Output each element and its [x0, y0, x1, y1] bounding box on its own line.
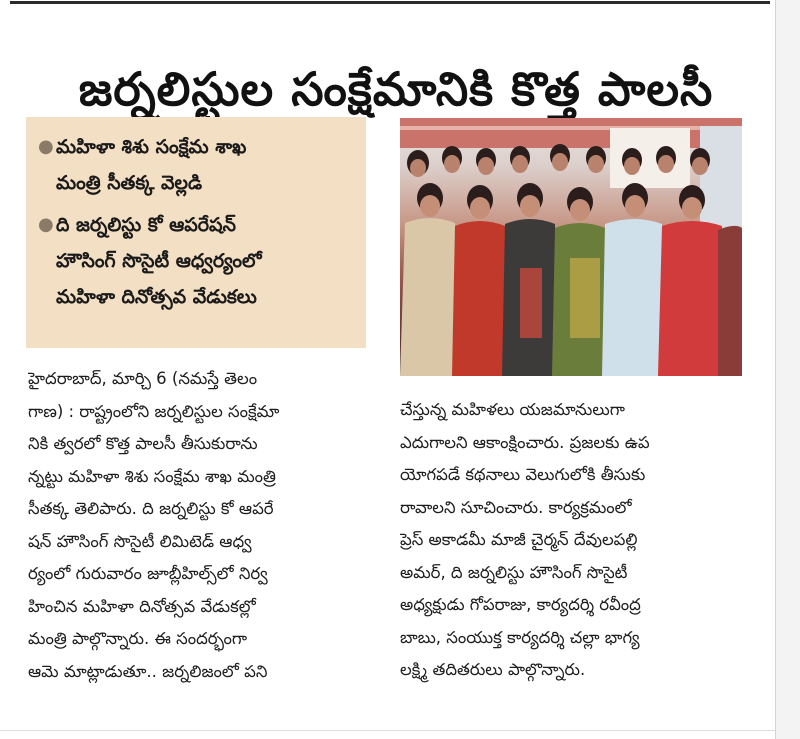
highlight-item: [38, 207, 354, 315]
page-edge: [775, 0, 800, 739]
body-line: గాణ) : రాష్ట్రంలోని జర్నలిస్టుల సంక్షేమా: [28, 401, 280, 421]
bullet-icon: ●: [38, 214, 54, 235]
group-photo: [400, 118, 742, 376]
body-line: సీతక్క తెలిపారు. ది జర్నలిస్టు కో ఆపరే: [28, 499, 274, 518]
headline: జర్నలిస్టుల సంక్షేమానికి కొత్త పాలసీ: [78, 61, 714, 116]
group-photo-illustration: [400, 118, 742, 376]
highlight-text: [56, 207, 262, 315]
body-line: రావాలని సూచించారు. కార్యక్రమంలో: [400, 497, 632, 517]
highlight-line: మహిళా శిశు సంక్షేమ శాఖ: [56, 136, 247, 158]
body-line: ఆమె మాట్లాడుతూ.. జర్నలిజంలో పని: [28, 661, 268, 681]
body-line: నికి త్వరలో కొత్త పాలసీ తీసుకురాను: [28, 434, 258, 453]
highlight-line: మంత్రి సీతక్క వెల్లడి: [56, 172, 203, 194]
bullet-icon: ●: [38, 136, 54, 157]
body-line: ర్యంలో గురువారం జూబ్లీహిల్స్‌లో నిర్వ: [28, 564, 268, 583]
body-line: హైదరాబాద్, మార్చి 6 (నమస్తే తెలం: [28, 369, 258, 388]
body-right-column: [400, 394, 745, 687]
highlight-line: హౌసింగ్ సొసైటీ ఆధ్వర్యంలో: [56, 250, 262, 272]
body-line: ప్రెస్ అకాడమీ మాజీ చైర్మన్ దేవులపల్లి: [400, 530, 638, 549]
body-line: చేస్తున్న మహిళలు యజమానులుగా: [400, 400, 625, 419]
body-line: న్నట్టు మహిళా శిశు సంక్షేమ శాఖ మంత్రి: [28, 466, 276, 486]
body-line: ఎదుగాలని ఆకాంక్షించారు. ప్రజలకు ఉప: [400, 432, 650, 452]
body-line: షన్ హౌసింగ్ సొసైటీ లిమిటెడ్ ఆధ్వ: [28, 531, 252, 551]
body-line: హించిన మహిళా దినోత్సవ వేడుకల్లో: [28, 596, 256, 616]
highlights-box: [26, 117, 366, 348]
body-line: అమర్, ది జర్నలిస్టు హౌసింగ్ సొసైటీ: [400, 562, 628, 582]
highlight-line: మహిళా దినోత్సవ వేడుకలు: [56, 286, 257, 308]
highlight-line: ది జర్నలిస్టు కో ఆపరేషన్: [56, 214, 236, 236]
body-line: యోగపడే కథనాలు వెలుగులోకి తీసుకు: [400, 465, 646, 484]
top-rule: [10, 1, 770, 4]
body-left-column: [28, 363, 368, 688]
highlight-text: [56, 129, 246, 201]
body-line: అధ్యక్షుడు గోపరాజు, కార్యదర్శి రవీంద్ర: [400, 595, 641, 614]
body-line: బాబు, సంయుక్త కార్యదర్శి చల్లా భాగ్య: [400, 627, 640, 647]
bottom-rule: [0, 730, 775, 731]
body-line: లక్ష్మి తదితరులు పాల్గొన్నారు.: [400, 660, 586, 679]
highlight-item: [38, 129, 354, 201]
body-line: మంత్రి పాల్గొన్నారు. ఈ సందర్భంగా: [28, 629, 248, 648]
